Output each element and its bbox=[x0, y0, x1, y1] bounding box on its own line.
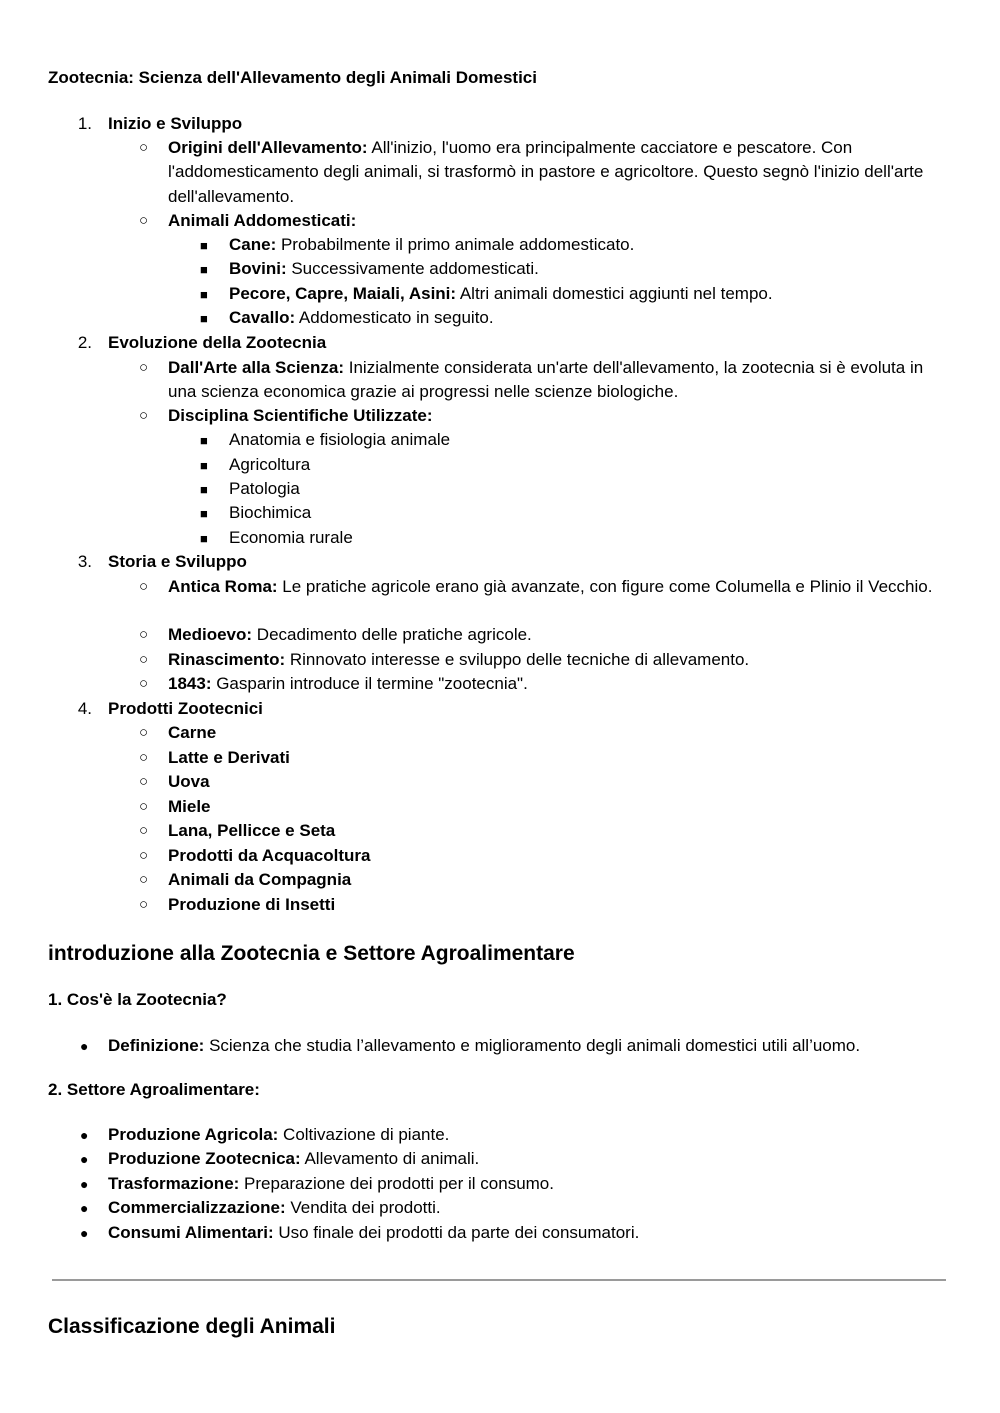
document-title: Zootecnia: Scienza dell'Allevamento degli Animali Domestici bbox=[48, 68, 537, 87]
item-label: Rinascimento: bbox=[168, 650, 286, 669]
item-text: Altri animali domestici aggiunti nel tempo. bbox=[456, 284, 773, 303]
list-item: Uova bbox=[168, 772, 210, 791]
section-number: 3. bbox=[77, 552, 92, 571]
item-label: Commercializzazione: bbox=[108, 1198, 286, 1217]
disc-bullet-icon: ● bbox=[80, 1151, 89, 1167]
list-item: Latte e Derivati bbox=[168, 748, 290, 767]
item-label: Consumi Alimentari: bbox=[108, 1223, 274, 1242]
item-label: Pecore, Capre, Maiali, Asini: bbox=[229, 284, 457, 303]
square-bullet-icon: ■ bbox=[200, 262, 208, 277]
circle-bullet-icon: ○ bbox=[139, 651, 149, 668]
item-text: Vendita dei prodotti. bbox=[285, 1198, 441, 1217]
list-item bbox=[108, 1147, 479, 1171]
item-label: Definizione: bbox=[108, 1036, 205, 1055]
circle-bullet-icon: ○ bbox=[139, 578, 149, 595]
item-text: Decadimento delle pratiche agricole. bbox=[252, 625, 532, 644]
section-title: Inizio e Sviluppo bbox=[108, 114, 243, 133]
item-label: Bovini: bbox=[229, 259, 287, 278]
list-item bbox=[229, 306, 494, 330]
item-text: Preparazione dei prodotti per il consumo. bbox=[239, 1174, 554, 1193]
list-item bbox=[229, 282, 773, 306]
section-title: Prodotti Zootecnici bbox=[108, 699, 263, 718]
item-text: Scienza che studia l’allevamento e miglioramento degli animali domestici utili all’uomo. bbox=[204, 1036, 861, 1055]
list-item bbox=[168, 356, 938, 405]
circle-bullet-icon: ○ bbox=[139, 871, 149, 888]
list-item bbox=[229, 257, 539, 281]
square-bullet-icon: ■ bbox=[200, 311, 208, 326]
list-item: Carne bbox=[168, 723, 217, 742]
section-title: Evoluzione della Zootecnia bbox=[108, 333, 327, 352]
circle-bullet-icon: ○ bbox=[139, 847, 149, 864]
circle-bullet-icon: ○ bbox=[139, 212, 149, 229]
item-text: Addomesticato in seguito. bbox=[295, 308, 494, 327]
item-text: Uso finale dei prodotti da parte dei consumatori. bbox=[273, 1223, 640, 1242]
square-bullet-icon: ■ bbox=[200, 506, 208, 521]
list-item: Disciplina Scientifiche Utilizzate: bbox=[168, 406, 433, 425]
square-bullet-icon: ■ bbox=[200, 458, 208, 473]
subsection-heading: 1. Cos'è la Zootecnia? bbox=[48, 990, 227, 1009]
list-item: Lana, Pellicce e Seta bbox=[168, 821, 336, 840]
list-item bbox=[168, 136, 938, 209]
section-number: 1. bbox=[77, 114, 92, 133]
list-item: Produzione di Insetti bbox=[168, 895, 336, 914]
circle-bullet-icon: ○ bbox=[139, 896, 149, 913]
list-item bbox=[108, 1034, 860, 1058]
item-text: Allevamento di animali. bbox=[300, 1149, 480, 1168]
item-label: Produzione Zootecnica: bbox=[108, 1149, 301, 1168]
item-text: Rinnovato interesse e sviluppo delle tecniche di allevamento. bbox=[285, 650, 750, 669]
item-text: Probabilmente il primo animale addomesticato. bbox=[276, 235, 635, 254]
list-item bbox=[108, 1221, 639, 1245]
item-text: Gasparin introduce il termine "zootecnia". bbox=[211, 674, 528, 693]
circle-bullet-icon: ○ bbox=[139, 822, 149, 839]
list-item: Biochimica bbox=[229, 503, 312, 522]
square-bullet-icon: ■ bbox=[200, 482, 208, 497]
circle-bullet-icon: ○ bbox=[139, 407, 149, 424]
square-bullet-icon: ■ bbox=[200, 287, 208, 302]
list-item bbox=[168, 575, 938, 599]
circle-bullet-icon: ○ bbox=[139, 798, 149, 815]
circle-bullet-icon: ○ bbox=[139, 359, 149, 376]
square-bullet-icon: ■ bbox=[200, 433, 208, 448]
list-item bbox=[168, 623, 532, 647]
square-bullet-icon: ■ bbox=[200, 531, 208, 546]
disc-bullet-icon: ● bbox=[80, 1225, 89, 1241]
item-label: Medioevo: bbox=[168, 625, 253, 644]
item-label: Antica Roma: bbox=[168, 577, 278, 596]
list-item: Animali da Compagnia bbox=[168, 870, 352, 889]
item-label: Produzione Agricola: bbox=[108, 1125, 279, 1144]
item-text: Coltivazione di piante. bbox=[278, 1125, 450, 1144]
circle-bullet-icon: ○ bbox=[139, 675, 149, 692]
disc-bullet-icon: ● bbox=[80, 1200, 89, 1216]
list-item bbox=[108, 1196, 441, 1220]
item-text: All'inizio, l'uomo era principalmente cacciatore e pescatore. Con l'addomesticamento degli animali, si trasformò in pastore e agricoltore. Questo segnò l'inizio dell'arte dell'allevamento. bbox=[168, 138, 924, 206]
item-label: Dall'Arte alla Scienza: bbox=[168, 358, 345, 377]
section-number: 2. bbox=[77, 333, 92, 352]
list-item: Anatomia e fisiologia animale bbox=[229, 430, 451, 449]
section-heading: introduzione alla Zootecnia e Settore Agroalimentare bbox=[48, 942, 575, 965]
item-text: Le pratiche agricole erano già avanzate, con figure come Columella e Plinio il Vecchio. bbox=[277, 577, 933, 596]
item-label: Trasformazione: bbox=[108, 1174, 240, 1193]
circle-bullet-icon: ○ bbox=[139, 773, 149, 790]
item-text: Successivamente addomesticati. bbox=[286, 259, 539, 278]
list-item: Miele bbox=[168, 797, 211, 816]
section-title: Storia e Sviluppo bbox=[108, 552, 247, 571]
item-label: 1843: bbox=[168, 674, 212, 693]
list-item bbox=[168, 648, 749, 672]
item-text: Inizialmente considerata un'arte dell'allevamento, la zootecnia si è evoluta in una scienza economica grazie ai progressi nelle scienze biologiche. bbox=[168, 358, 924, 402]
item-label: Cane: bbox=[229, 235, 277, 254]
circle-bullet-icon: ○ bbox=[139, 749, 149, 766]
subsection-heading: 2. Settore Agroalimentare: bbox=[48, 1080, 260, 1099]
item-label: Cavallo: bbox=[229, 308, 296, 327]
square-bullet-icon: ■ bbox=[200, 238, 208, 253]
list-item: Agricoltura bbox=[229, 455, 311, 474]
list-item: Patologia bbox=[229, 479, 300, 498]
disc-bullet-icon: ● bbox=[80, 1038, 89, 1054]
disc-bullet-icon: ● bbox=[80, 1176, 89, 1192]
horizontal-divider bbox=[52, 1279, 946, 1281]
list-item: Animali Addomesticati: bbox=[168, 211, 357, 230]
list-item: Economia rurale bbox=[229, 528, 353, 547]
list-item bbox=[108, 1123, 449, 1147]
list-item: Prodotti da Acquacoltura bbox=[168, 846, 371, 865]
list-item bbox=[168, 672, 528, 696]
section-heading: Classificazione degli Animali bbox=[48, 1315, 336, 1338]
list-item bbox=[229, 233, 634, 257]
circle-bullet-icon: ○ bbox=[139, 139, 149, 156]
section-number: 4. bbox=[77, 699, 92, 718]
circle-bullet-icon: ○ bbox=[139, 724, 149, 741]
list-item bbox=[108, 1172, 554, 1196]
item-label: Origini dell'Allevamento: bbox=[168, 138, 368, 157]
circle-bullet-icon: ○ bbox=[139, 626, 149, 643]
disc-bullet-icon: ● bbox=[80, 1127, 89, 1143]
